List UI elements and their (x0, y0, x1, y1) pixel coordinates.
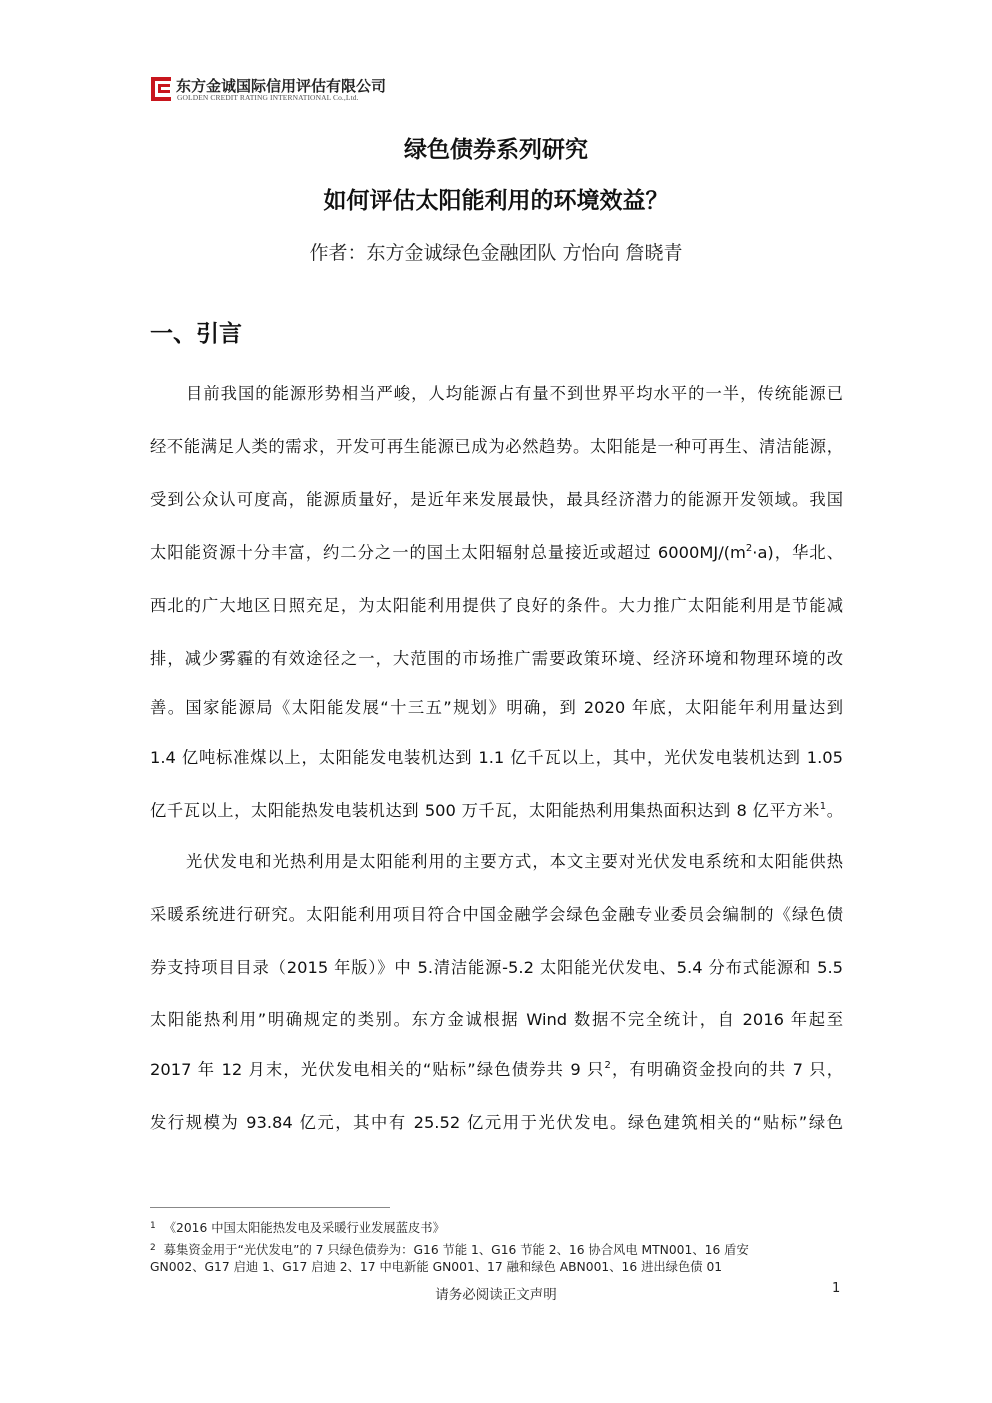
paragraph-line: 经不能满足人类的需求，开发可再生能源已成为必然趋势。太阳能是一种可再生、清洁能源， (150, 437, 843, 456)
paragraph-line: 善。国家能源局《太阳能发展“十三五”规划》明确，到 2020 年底，太阳能年利用量达到 (150, 698, 843, 717)
paragraph-line: 采暖系统进行研究。太阳能利用项目符合中国金融学会绿色金融专业委员会编制的《绿色债 (150, 905, 843, 924)
footnote-number: 1 (150, 1221, 156, 1231)
paragraph-text: 亿千瓦以上，太阳能热发电装机达到 500 万千瓦，太阳能热利用集热面积达到 8 亿平方米 (150, 801, 820, 820)
paragraph-line: 券支持项目目录（2015 年版）》中 5.清洁能源-5.2 太阳能光伏发电、5.4 分布式能源和 5.5 (150, 958, 843, 977)
paragraph-line: 太阳能热利用”明确规定的类别。东方金诚根据 Wind 数据不完全统计，自 2016 年起至 (150, 1010, 843, 1029)
company-name-en: GOLDEN CREDIT RATING INTERNATIONAL Co.,Ltd. (177, 93, 359, 102)
company-name-cn: 东方金诚国际信用评估有限公司 (176, 77, 387, 95)
document-subtitle: 如何评估太阳能利用的环境效益？ (323, 188, 669, 214)
paragraph-line (150, 543, 843, 563)
section-heading: 一、引言 (150, 321, 242, 347)
footnote-ref: 1 (819, 801, 827, 812)
paragraph-text: ·a)，华北、 (752, 543, 843, 562)
paragraph-line: 1.4 亿吨标准煤以上，太阳能发电装机达到 1.1 亿千瓦以上，其中，光伏发电装机达到 1.05 (150, 748, 843, 767)
footnote (150, 1240, 749, 1258)
paragraph-text: 太阳能资源十分丰富，约二分之一的国土太阳辐射总量接近或超过 6000MJ/(m (150, 543, 746, 562)
paragraph-line: 受到公众认可度高，能源质量好，是近年来发展最快，最具经济潜力的能源开发领域。我国 (150, 490, 843, 509)
paragraph-line: 西北的广大地区日照充足，为太阳能利用提供了良好的条件。大力推广太阳能利用是节能减 (150, 596, 843, 615)
footnote (150, 1218, 445, 1236)
footnote-divider (150, 1207, 390, 1208)
paragraph-line: 光伏发电和光热利用是太阳能利用的主要方式，本文主要对光伏发电系统和太阳能供热 (186, 852, 843, 871)
footnote-text: 《2016 中国太阳能热发电及采暖行业发展蓝皮书》 (163, 1221, 445, 1235)
paragraph-text: 2017 年 12 月末，光伏发电相关的“贴标”绿色债券共 9 只 (150, 1060, 605, 1079)
page-number: 1 (832, 1281, 841, 1296)
company-logo-mark-icon (150, 76, 172, 102)
paragraph-line: 排，减少雾霾的有效途径之一，大范围的市场推广需要政策环境、经济环境和物理环境的改 (150, 649, 843, 668)
footer-disclaimer: 请务必阅读正文声明 (435, 1287, 557, 1303)
paragraph-line: 发行规模为 93.84 亿元，其中有 25.52 亿元用于光伏发电。绿色建筑相关的“贴标”绿色 (150, 1113, 843, 1132)
footnote-continuation: GN002、G17 启迪 1、G17 启迪 2、17 中电新能 GN001、17 融和绿色 ABN001、16 进出绿色债 01 (150, 1260, 723, 1274)
footnote-ref: 2 (604, 1060, 611, 1071)
author-line: 作者：东方金诚绿色金融团队 方怡向 詹晓青 (309, 242, 683, 264)
paragraph-line (150, 1060, 843, 1080)
company-logo (150, 76, 420, 102)
paragraph-line (150, 801, 843, 821)
paragraph-line: 目前我国的能源形势相当严峻，人均能源占有量不到世界平均水平的一半，传统能源已 (186, 384, 843, 403)
paragraph-text: 。 (826, 801, 843, 820)
paragraph-text: ，有明确资金投向的共 7 只， (610, 1060, 843, 1079)
document-title: 绿色债券系列研究 (404, 137, 588, 163)
superscript: 2 (745, 543, 753, 554)
footnote-text: 募集资金用于“光伏发电”的 7 只绿色债券为：G16 节能 1、G16 节能 2、16 协合风电 MTN001、16 盾安 (163, 1243, 749, 1257)
footnote-number: 2 (150, 1243, 156, 1253)
